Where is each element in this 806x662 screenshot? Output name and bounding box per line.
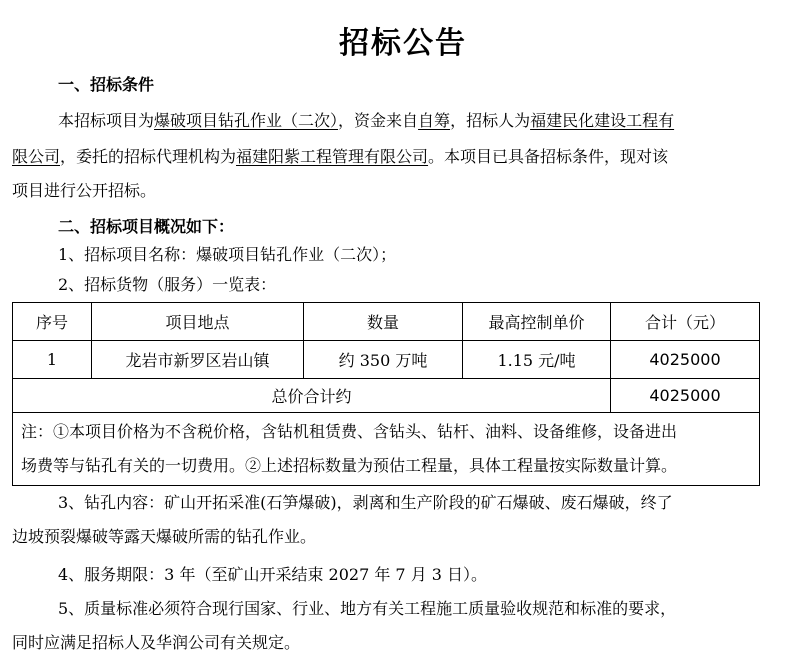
item-3-line-1: 3、钻孔内容：矿山开拓采准(石笋爆破)，剥离和生产阶段的矿石爆破、废石爆破，终了 xyxy=(58,493,673,512)
note-line-1: 注：①本项目价格为不含税价格，含钻机租赁费、含钻头、钻杆、油料、设备维修，设备进出 xyxy=(21,422,678,441)
header-cell: 数量 xyxy=(304,303,463,341)
item-5-line-1: 5、质量标准必须符合现行国家、行业、地方有关工程施工质量验收规范和标准的要求， xyxy=(58,599,677,618)
item-5-line-2: 同时应满足招标人及华润公司有关规定。 xyxy=(12,633,301,652)
table-row xyxy=(13,341,760,379)
header-cell: 序号 xyxy=(13,303,92,341)
item-4: 4、服务期限：3 年（至矿山开采结束 2027 年 7 月 3 日）。 xyxy=(58,565,488,584)
header-cell: 合计（元） xyxy=(611,303,760,341)
page-title: 招标公告 xyxy=(339,26,467,61)
item-3-line-2: 边坡预裂爆破等露天爆破所需的钻孔作业。 xyxy=(12,527,317,546)
header-cell: 项目地点 xyxy=(92,303,304,341)
cell-unit-price: 1.15 元/吨 xyxy=(463,341,611,379)
note-line-2: 场费等与钻孔有关的一切费用。②上述招标数量为预估工程量，具体工程量按实际数量计算。 xyxy=(21,456,678,475)
header-cell: 最高控制单价 xyxy=(463,303,611,341)
text: ，资金来自 xyxy=(338,111,419,130)
overview-item-1: 1、招标项目名称：爆破项目钻孔作业（二次）； xyxy=(58,245,397,264)
table-header-row xyxy=(13,303,760,341)
text: 。本项目已具备招标条件，现对该 xyxy=(428,147,669,166)
project-name: 爆破项目钻孔作业（二次） xyxy=(154,111,339,130)
overview-item-2: 2、招标货物（服务）一览表： xyxy=(58,275,277,294)
conditions-line-3: 项目进行公开招标。 xyxy=(12,181,157,200)
tenderer-name: 福建民化建设工程有 xyxy=(530,111,675,130)
table-note xyxy=(13,413,760,486)
funding-source: 自筹 xyxy=(418,111,451,130)
tenderer-name-cont: 限公司 xyxy=(12,147,61,166)
cell-total: 4025000 xyxy=(611,341,760,379)
table-note-row xyxy=(13,413,760,486)
text: 本招标项目为 xyxy=(58,111,155,130)
text: ，委托的招标代理机构为 xyxy=(60,147,237,166)
total-label: 总价合计约 xyxy=(13,379,611,413)
agency-name: 福建阳紫工程管理有限公司 xyxy=(236,147,429,166)
table-total-row xyxy=(13,379,760,413)
cell-location: 龙岩市新罗区岩山镇 xyxy=(92,341,304,379)
text: ，招标人为 xyxy=(450,111,531,130)
total-value: 4025000 xyxy=(611,379,760,413)
section-heading-overview: 二、招标项目概况如下： xyxy=(58,217,235,236)
goods-table xyxy=(12,302,760,486)
section-heading-conditions: 一、招标条件 xyxy=(58,75,155,94)
conditions-line-1 xyxy=(58,106,674,136)
cell-index: 1 xyxy=(13,341,92,379)
conditions-line-2 xyxy=(12,142,668,172)
cell-quantity: 约 350 万吨 xyxy=(304,341,463,379)
